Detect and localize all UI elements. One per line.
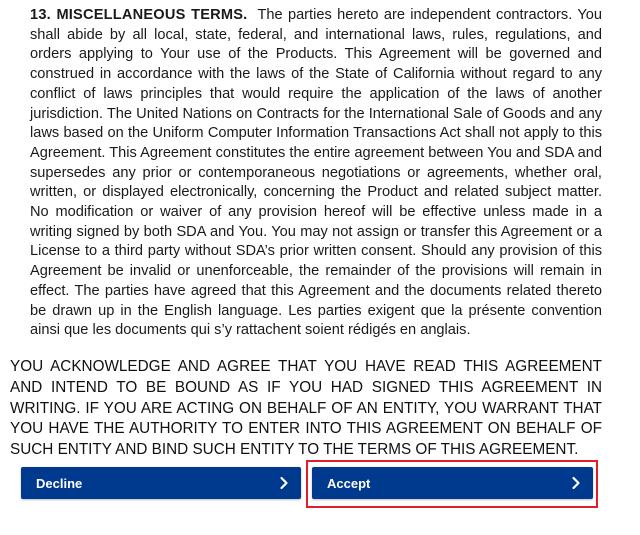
decline-button-label: Decline: [36, 475, 83, 491]
decline-button[interactable]: [21, 467, 301, 499]
terms-section-13: [30, 6, 602, 341]
accept-button[interactable]: [312, 467, 593, 499]
accept-button-label: Accept: [327, 475, 371, 491]
chevron-right-icon: [569, 476, 583, 490]
section-heading: 13. MISCELLANEOUS TERMS.: [30, 7, 248, 23]
acknowledgement-text: YOU ACKNOWLEDGE AND AGREE THAT YOU HAVE READ THIS AGREEMENT AND INTEND TO BE BOUND AS IF YOU HAD SIGNED THIS AGREEMENT IN WRITING. IF YOU ARE ACTING ON BEHALF OF AN ENTITY, YOU WARRANT THAT YOU HAVE THE AUTHORITY TO ENTER INTO THIS AGREEMENT ON BEHALF OF SUCH ENTITY AND BIND SUCH ENTITY TO THE TERMS OF THIS AGREEMENT.: [10, 358, 602, 459]
chevron-right-icon: [277, 476, 291, 490]
section-body: The parties hereto are independent contractors. You shall abide by all local, state, federal, and international laws, rules, regulations, and orders applying to Your use of the Products. This Agreement will be governed and construed in accordance with the laws of the State of California without regard to any conflict of laws principles that would require the application of the laws of another jurisdiction. The United Nations on Contracts for the International Sale of Goods and any laws based on the Uniform Computer Information Transactions Act shall not apply to this Agreement. This Agreement constitutes the entire agreement between You and SDA and supersedes any prior or contemporaneous negotiations or agreements, whether oral, written, or displayed electronically, concerning the Product and related subject matter. No modification or waiver of any provision hereof will be effective unless made in a writing signed by both SDA and You. You may not assign or transfer this Agreement or a License to a third party without SDA’s prior written consent. Should any provision of this Agreement be invalid or unenforceable, the remainder of the provisions will remain in effect. The parties have agreed that this Agreement and the documents related thereto be drawn up in the English language. Les parties exigent que la présente convention ainsi que les documents qui s’y rattachent soient rédigés en anglais.: [30, 7, 602, 339]
